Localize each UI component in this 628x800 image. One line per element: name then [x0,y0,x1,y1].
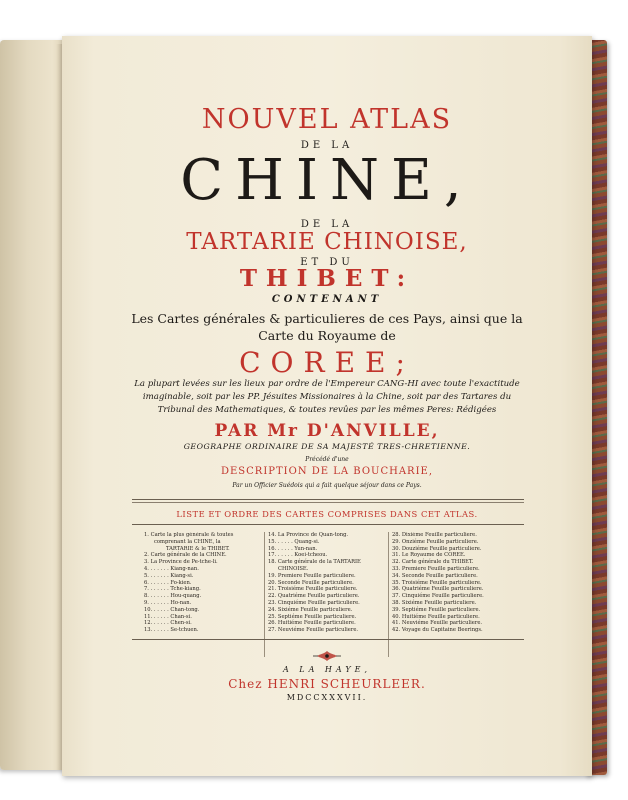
preceded-by: Précédé d'une [305,456,349,463]
heading-rule [132,524,524,525]
bottom-rule [132,639,524,640]
list-item: 7. . . . . . . Tche-kiang. [144,586,201,593]
list-item: 33. Premiere Feuille particuliere. [392,565,480,572]
description-boucharie: DESCRIPTION DE LA BOUCHARIE, [220,466,434,477]
list-item: 27. Neuviéme Feuille particuliere. [268,627,359,634]
list-item: 35. Troisiéme Feuille particuliere. [392,579,482,586]
list-item: 13. . . . . . Se-tchuen. [144,627,199,634]
title-et-du: ET DU [300,257,354,268]
list-item: 10. . . . . . Chan-tong. [144,606,200,613]
list-item: 3. La Province de Pe-tche-li. [144,559,218,566]
list-item: 31. Le Royaume de COREE. [392,552,466,559]
subtitle-royaume-line: Carte du Royaume de [258,328,396,343]
list-item: 34. Seconde Feuille particuliere. [392,572,478,579]
list-item: 26. Huitiéme Feuille particuliere. [268,620,356,627]
title-thibet: THIBET: [239,265,415,292]
list-item: 18. Carte générale de la TARTARIE [268,559,361,566]
author-danville: PAR Mr D'ANVILLE, [214,421,440,441]
list-item: 21. Troisiéme Feuille particuliere. [268,586,358,593]
list-item: 23. Cinquiéme Feuille particuliere. [268,599,360,606]
list-item: 41. Neuviéme Feuille particuliere. [392,620,483,627]
list-item: 19. Premiere Feuille particuliere. [268,572,356,579]
title-contenant: CONTENANT [271,294,383,305]
list-item: 17. . . . . . Koei-tcheou. [268,552,328,559]
list-item: 11. . . . . . Chan-si. [144,613,192,620]
fleuron-ornament-icon [310,649,344,663]
list-item: 37. Cinquiéme Feuille particuliere. [392,593,484,600]
list-item: 25. Septiéme Feuille particuliere. [268,613,357,620]
imprint-printer: Chez HENRI SCHEURLEER. [228,677,426,691]
imprint-place: A LA HAYE, [282,665,372,674]
title-page [62,36,592,776]
title-nouvel-atlas: NOUVEL ATLAS [201,104,453,135]
imprint-date: MDCCXXXVII. [286,693,368,702]
top-rule-inner [132,502,524,503]
list-item: 5. . . . . . . Kiang-si. [144,572,194,579]
list-heading: LISTE ET ORDRE DES CARTES COMPRISES DANS CET ATLAS. [176,509,478,519]
list-item: comprenant la CHINE, la [154,538,221,545]
list-item: TARTARIE & le THIBET. [166,545,230,552]
list-item: 14. La Province de Quan-tong. [268,532,349,538]
title-coree: COREE; [239,346,415,379]
list-item: CHINOISE. [278,565,309,572]
title-chine: CHINE, [180,148,474,213]
list-item: 22. Quatriéme Feuille particuliere. [268,593,360,600]
list-item: 29. Onziéme Feuille particuliere. [392,538,479,545]
list-item: 30. Douziéme Feuille particuliere. [392,545,482,552]
list-item: 6. . . . . . . Fo-kien. [144,579,192,586]
list-item: 42. Voyage du Capitaine Beerings. [392,627,483,634]
title-de-la-2: DE LA [300,219,354,230]
map-list-column-2 [268,532,386,634]
map-list-column-1 [144,532,262,634]
list-item: 8. . . . . . . Hou-quang. [144,593,202,600]
map-list-column-3 [392,532,510,634]
description-line-2: imaginable, soit par les PP. Jésuites Missionaires à la Chine, soit par des Tartares du [142,392,512,402]
list-item: 38. Sixiéme Feuille particuliere. [392,599,477,606]
description-line-1: La plupart levées sur les lieux par ordre de l'Empereur CANG-HI avec toute l'exactitude [134,379,520,389]
list-item: 4. . . . . . . Kiang-nan. [144,565,199,572]
list-item: 15. . . . . . Quang-si. [268,538,320,545]
list-item: 39. Septiéme Feuille particuliere. [392,606,481,613]
list-item: 20. Seconde Feuille particuliere. [268,579,354,586]
top-rule [132,499,524,500]
list-item: 32. Carte générale du THIBET. [392,559,474,566]
list-item: 40. Huitiéme Feuille particuliere. [392,613,480,620]
description-line-3: Tribunal des Mathematiques, & toutes revûes par les mêmes Peres: Rédigées [157,405,497,415]
title-tartarie-chinoise: TARTARIE CHINOISE, [186,229,468,255]
list-item: 9. . . . . . . Ho-nan. [144,599,192,606]
subtitle-cartes-line: Les Cartes générales & particulieres de ces Pays, ainsi que la [131,311,523,326]
list-item: 1. Carte la plus générale & toutes [144,532,234,538]
list-item: 24. Sixiéme Feuille particuliere. [268,606,353,613]
list-item: 12. . . . . . Chen-si. [144,620,192,627]
title-de-la-1: DE LA [300,140,354,151]
list-item: 16. . . . . . Yun-nan. [268,545,318,552]
officer-note: Par un Officier Suédois qui a fait quelque séjour dans ce Pays. [232,482,422,489]
list-item: 36. Quatriéme Feuille particuliere. [392,586,484,593]
list-item: 2. Carte générale de la CHINE. [144,552,227,559]
author-title: GEOGRAPHE ORDINAIRE DE SA MAJESTÉ TRES-CHRETIENNE. [183,442,471,451]
list-item: 28. Dixiéme Feuille particuliere. [392,532,477,538]
